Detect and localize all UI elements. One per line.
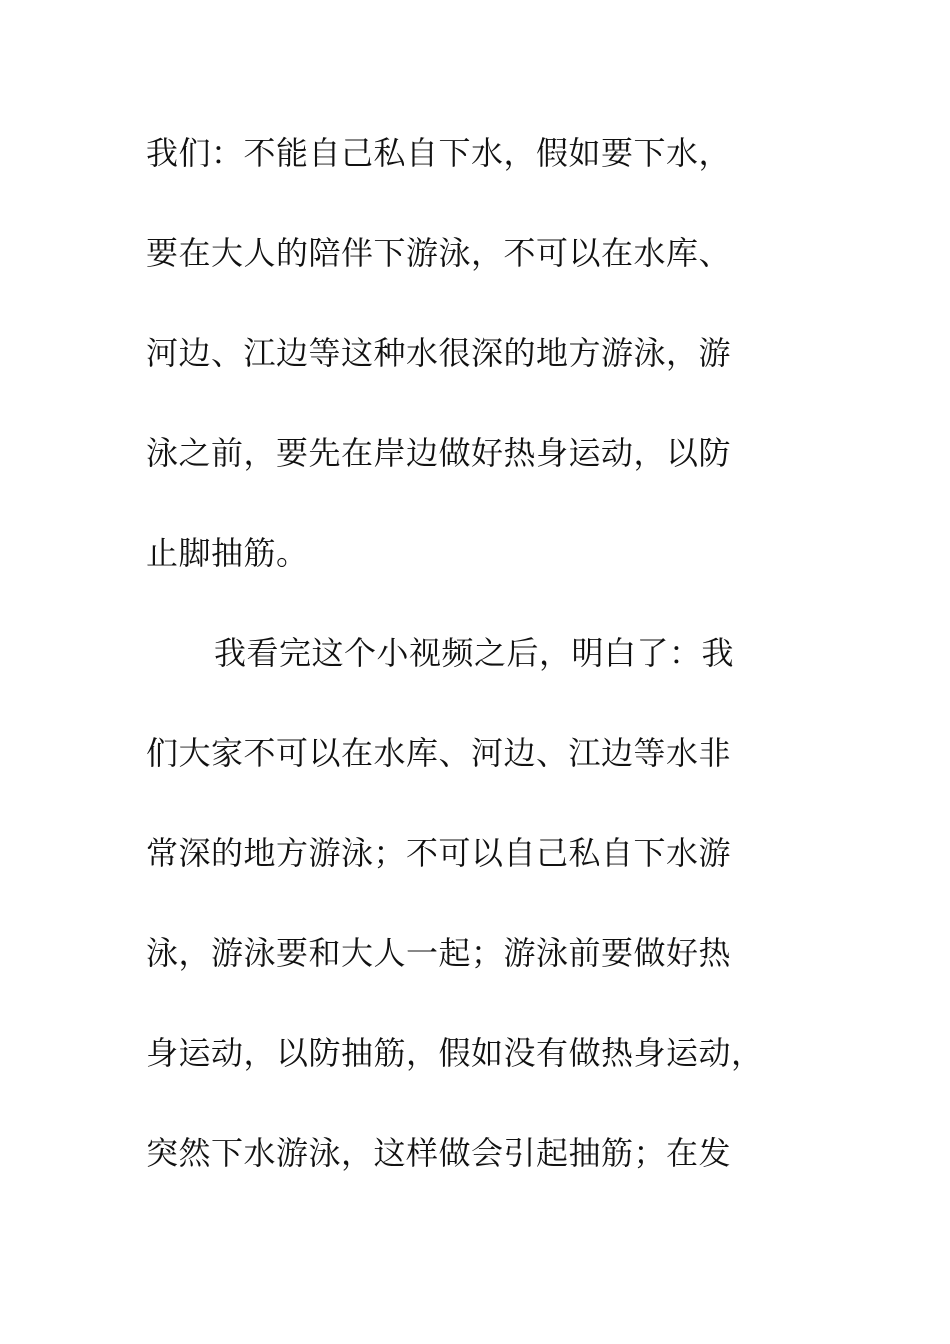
text-line: 泳之前，要先在岸边做好热身运动，以防 xyxy=(146,434,732,472)
text-line: 我们：不能自己私自下水，假如要下水， xyxy=(146,134,732,172)
paragraph-first-line: 我看完这个小视频之后，明白了：我 xyxy=(214,634,735,672)
text-line: 河边、江边等这种水很深的地方游泳，游 xyxy=(146,334,732,372)
text-line: 突然下水游泳，这样做会引起抽筋；在发 xyxy=(146,1134,732,1172)
text-line: 泳，游泳要和大人一起；游泳前要做好热 xyxy=(146,934,732,972)
text-line: 止脚抽筋。 xyxy=(146,534,309,572)
text-line: 身运动，以防抽筋，假如没有做热身运动， xyxy=(146,1034,764,1072)
body-text xyxy=(146,128,826,1228)
text-line: 们大家不可以在水库、河边、江边等水非 xyxy=(146,734,732,772)
text-line: 常深的地方游泳；不可以自己私自下水游 xyxy=(146,834,732,872)
text-line: 要在大人的陪伴下游泳，不可以在水库、 xyxy=(146,234,732,272)
